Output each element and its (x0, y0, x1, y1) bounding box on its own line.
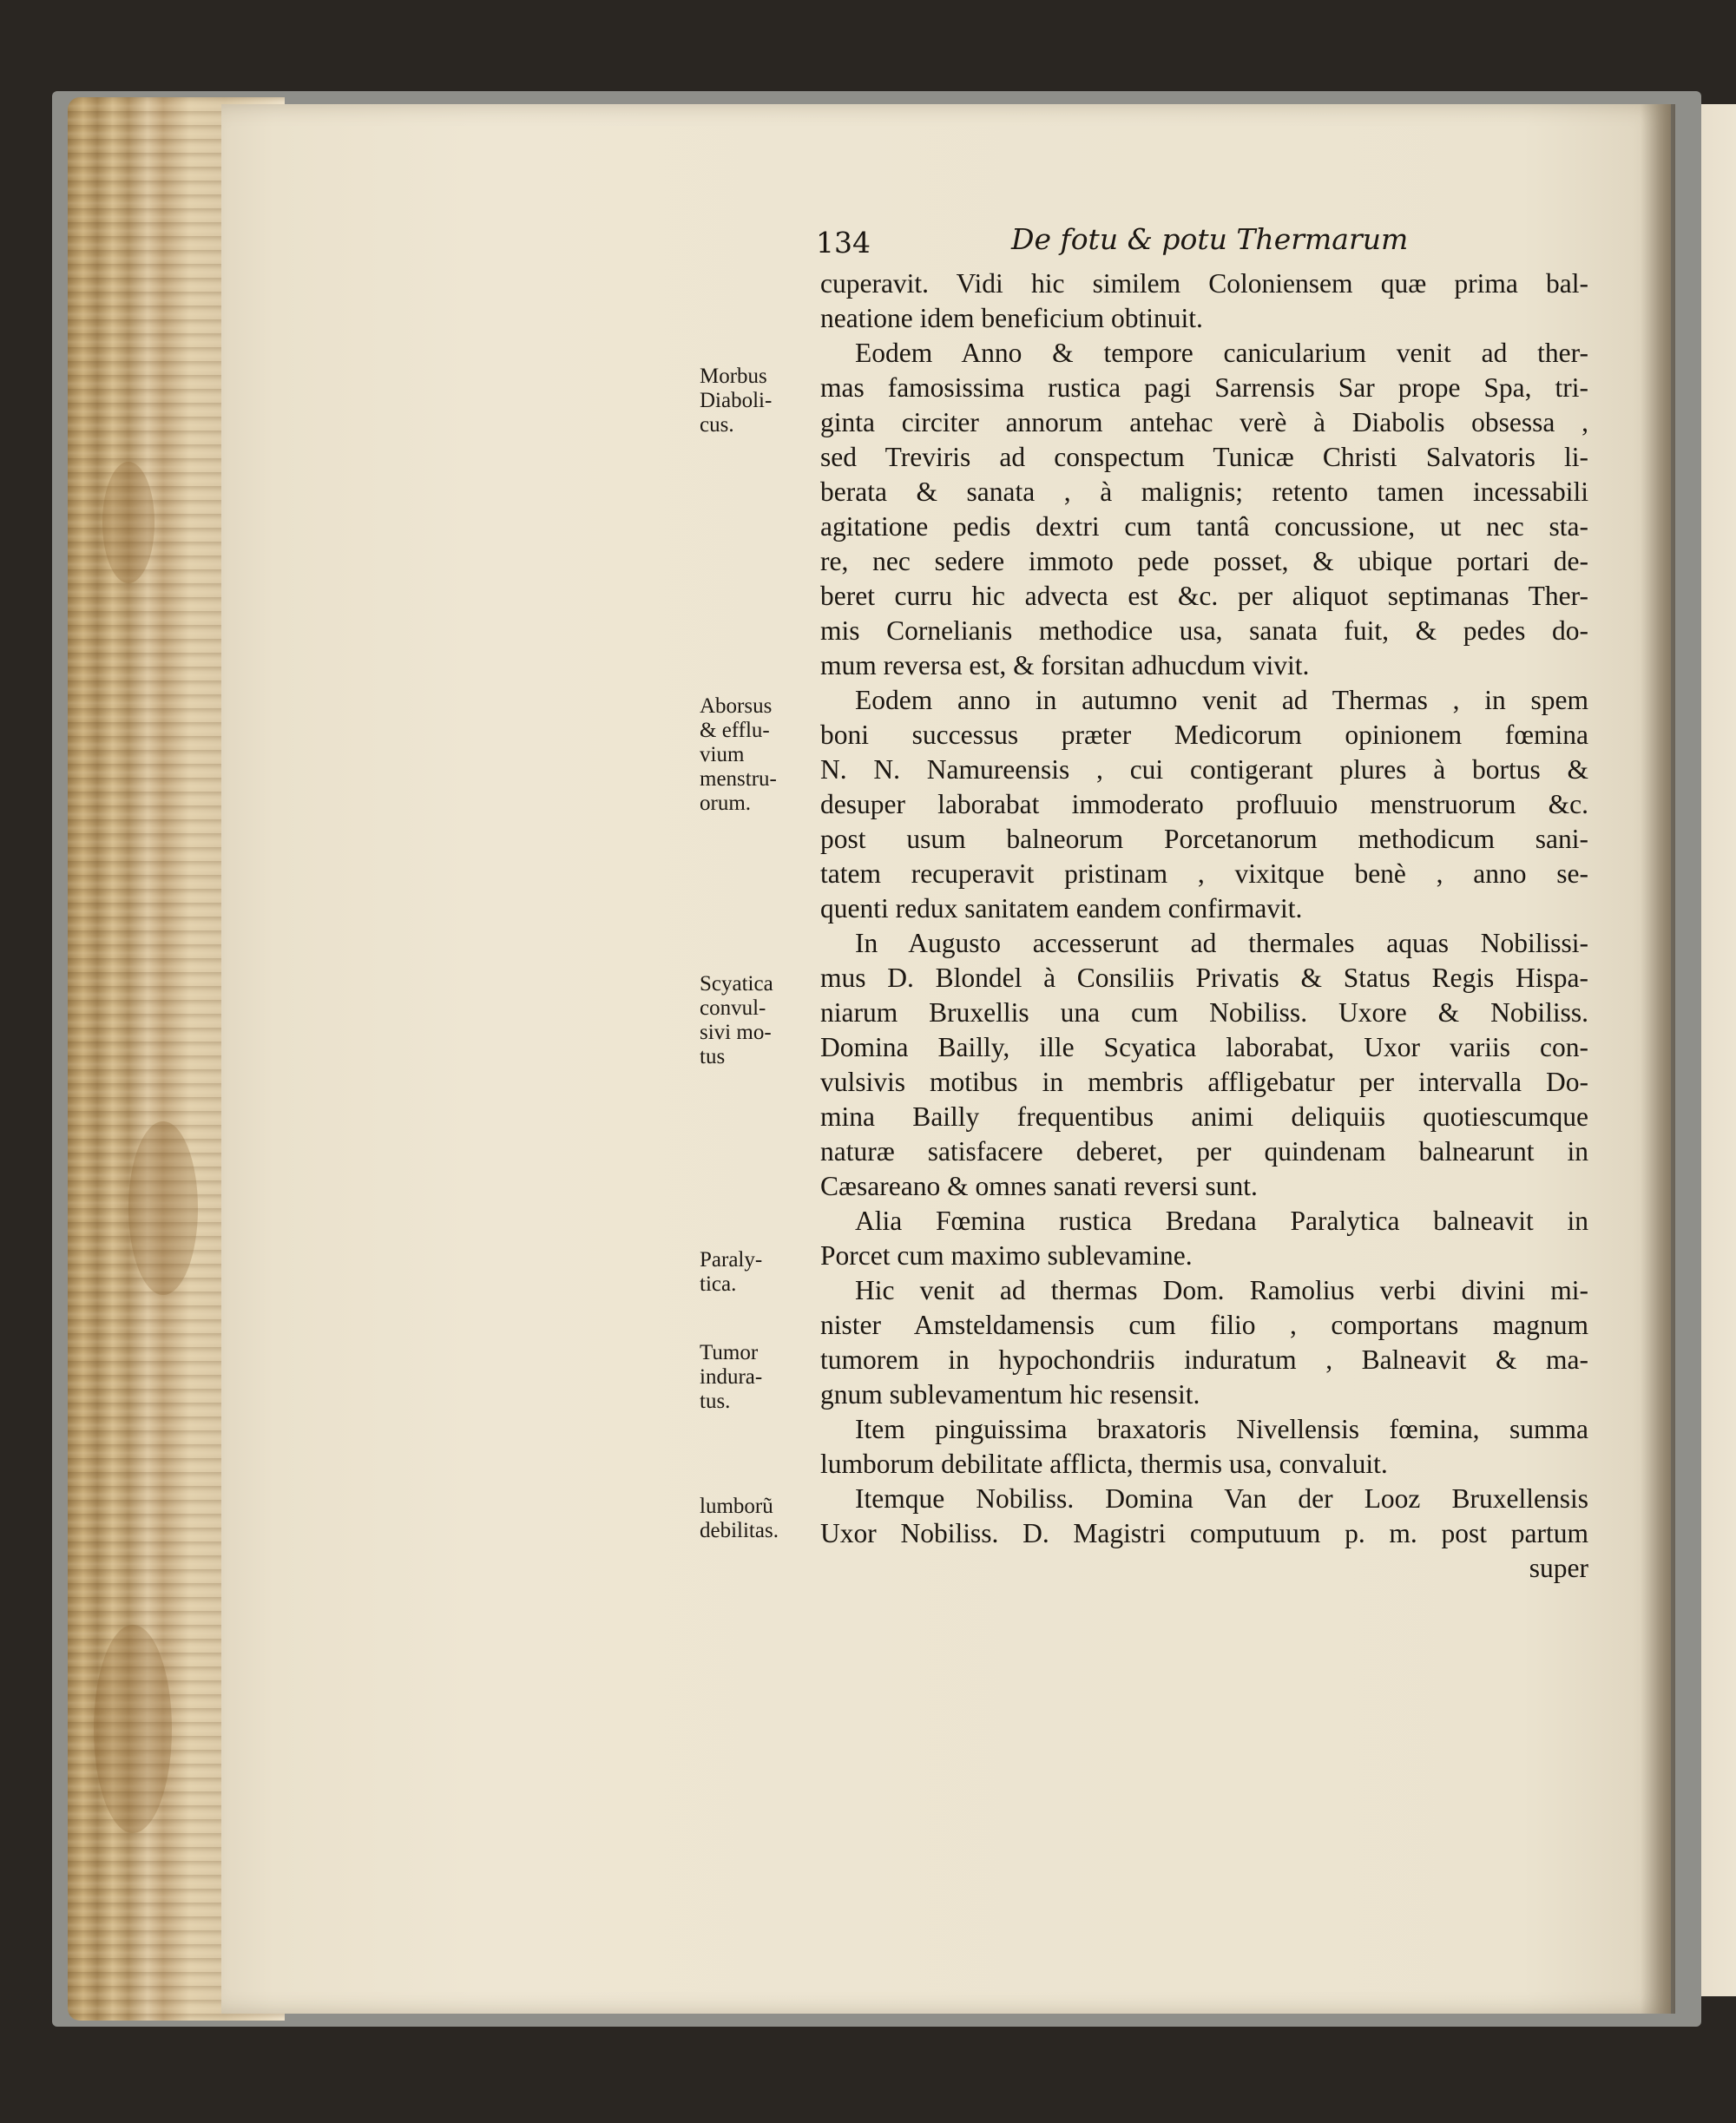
text-line: mis Cornelianis methodice usa, sanata fuit, & pedes do- (820, 615, 1588, 646)
text-line: sed Treviris ad conspectum Tunicæ Christi Salvatoris li- (820, 442, 1588, 472)
margin-note-line: lumborũ (700, 1495, 773, 1518)
text-line: N. N. Namureensis , cui contigerant plures à bortus & (820, 754, 1588, 785)
margin-note-line: Paraly- (700, 1248, 763, 1272)
text-line: Itemque Nobiliss. Domina Van der Looz Bruxellensis (855, 1483, 1588, 1514)
text-line: quenti redux sanitatem eandem confirmavit. (820, 893, 1303, 923)
margin-note-line: Tumor (700, 1341, 759, 1364)
margin-note-line: tus (700, 1045, 726, 1068)
text-line: Alia Fœmina rustica Bredana Paralytica balneavit in (855, 1206, 1588, 1236)
text-line: gnum sublevamentum hic resensit. (820, 1379, 1200, 1410)
foxing-stain (94, 1625, 172, 1833)
margin-note-line: menstru- (700, 767, 777, 791)
text-line: lumborum debilitate afflicta, thermis usa, convaluit. (820, 1449, 1388, 1479)
text-line: agitatione pedis dextri cum tantâ concussione, ut nec sta- (820, 511, 1588, 542)
margin-note-line: Morbus (700, 365, 767, 388)
text-line: neatione idem beneficium obtinuit. (820, 303, 1203, 333)
text-line: cuperavit. Vidi hic similem Coloniensem quæ prima bal- (820, 268, 1588, 299)
text-line: naturæ satisfacere deberet, per quindenam balnearunt in (820, 1136, 1588, 1167)
margin-note-line: debilitas. (700, 1519, 779, 1542)
text-line: In Augusto accesserunt ad thermales aquas Nobilissi- (855, 928, 1588, 958)
text-line: ginta circiter annorum antehac verè à Diabolis obsessa , (820, 407, 1588, 437)
body-text (820, 266, 1588, 1586)
margin-note-aborsus (700, 694, 821, 816)
text-line: Uxor Nobiliss. D. Magistri computuum p. m. post partum (820, 1518, 1588, 1548)
running-head (816, 222, 1588, 260)
text-line: post usum balneorum Porcetanorum methodicum sani- (820, 824, 1588, 854)
page-number: 134 (816, 226, 871, 260)
text-line: mus D. Blondel à Consiliis Privatis & Status Regis Hispa- (820, 963, 1588, 993)
margin-note-line: vium (700, 743, 745, 766)
text-line: mum reversa est, & forsitan adhucdum vivit. (820, 650, 1310, 680)
margin-note-line: indura- (700, 1365, 763, 1389)
text-line: tatem recuperavit pristinam , vixitque benè , anno se- (820, 858, 1588, 889)
foxing-stain (128, 1121, 198, 1295)
margin-note-morbus (700, 365, 821, 437)
text-line: mina Bailly frequentibus animi deliquiis quotiescumque (820, 1101, 1588, 1132)
text-line: niarum Bruxellis una cum Nobiliss. Uxore & Nobiliss. (820, 997, 1588, 1028)
text-line: beret curru hic advecta est &c. per aliquot septimanas Ther- (820, 581, 1588, 611)
margin-note-line: orum. (700, 792, 752, 815)
text-line: Porcet cum maximo sublevamine. (820, 1240, 1193, 1271)
text-line: boni successus præter Medicorum opinionem fœmina (820, 720, 1588, 750)
text-line: Domina Bailly, ille Scyatica laborabat, Uxor variis con- (820, 1032, 1588, 1062)
text-line: desuper laborabat immoderato profluuio menstruorum &c. (820, 789, 1588, 819)
margin-note-tumor (700, 1341, 821, 1414)
text-line: Cæsareano & omnes sanati reversi sunt. (820, 1171, 1258, 1201)
margin-note-scyatica (700, 972, 821, 1069)
text-line: Item pinguissima braxatoris Nivellensis fœmina, summa (855, 1414, 1588, 1444)
text-line: nister Amsteldamensis cum filio , comportans magnum (820, 1310, 1588, 1340)
text-line: Eodem anno in autumno venit ad Thermas , in spem (855, 685, 1588, 715)
margin-note-line: sivi mo- (700, 1021, 772, 1044)
text-line: Eodem Anno & tempore canicularium venit ad ther- (855, 338, 1588, 368)
text-line: tumorem in hypochondriis induratum , Balneavit & ma- (820, 1344, 1588, 1375)
margin-note-line: Scyatica (700, 972, 773, 996)
catchword: super (1529, 1553, 1588, 1583)
margin-note-line: Aborsus (700, 694, 773, 718)
margin-note-line: Diaboli- (700, 389, 773, 412)
margin-note-line: convul- (700, 996, 766, 1020)
text-line: Hic venit ad thermas Dom. Ramolius verbi divini mi- (855, 1275, 1588, 1305)
margin-note-line: tus. (700, 1390, 731, 1413)
margin-note-line: & efflu- (700, 719, 770, 742)
margin-note-line: tica. (700, 1272, 737, 1296)
margin-note-line: cus. (700, 413, 734, 437)
running-title: De fotu & potu Thermarum (1011, 222, 1409, 256)
text-line: vulsivis motibus in membris affligebatur per intervalla Do- (820, 1067, 1588, 1097)
page-gutter-shadow (1641, 104, 1675, 2014)
text-line: mas famosissima rustica pagi Sarrensis Sar prope Spa, tri- (820, 372, 1588, 403)
margin-note-lumborum (700, 1495, 821, 1543)
text-line: berata & sanata , à malignis; retento tamen incessabili (820, 477, 1588, 507)
text-line: re, nec sedere immoto pede posset, & ubique portari de- (820, 546, 1588, 576)
foxing-stain (102, 462, 155, 583)
margin-note-paralytica (700, 1248, 821, 1297)
